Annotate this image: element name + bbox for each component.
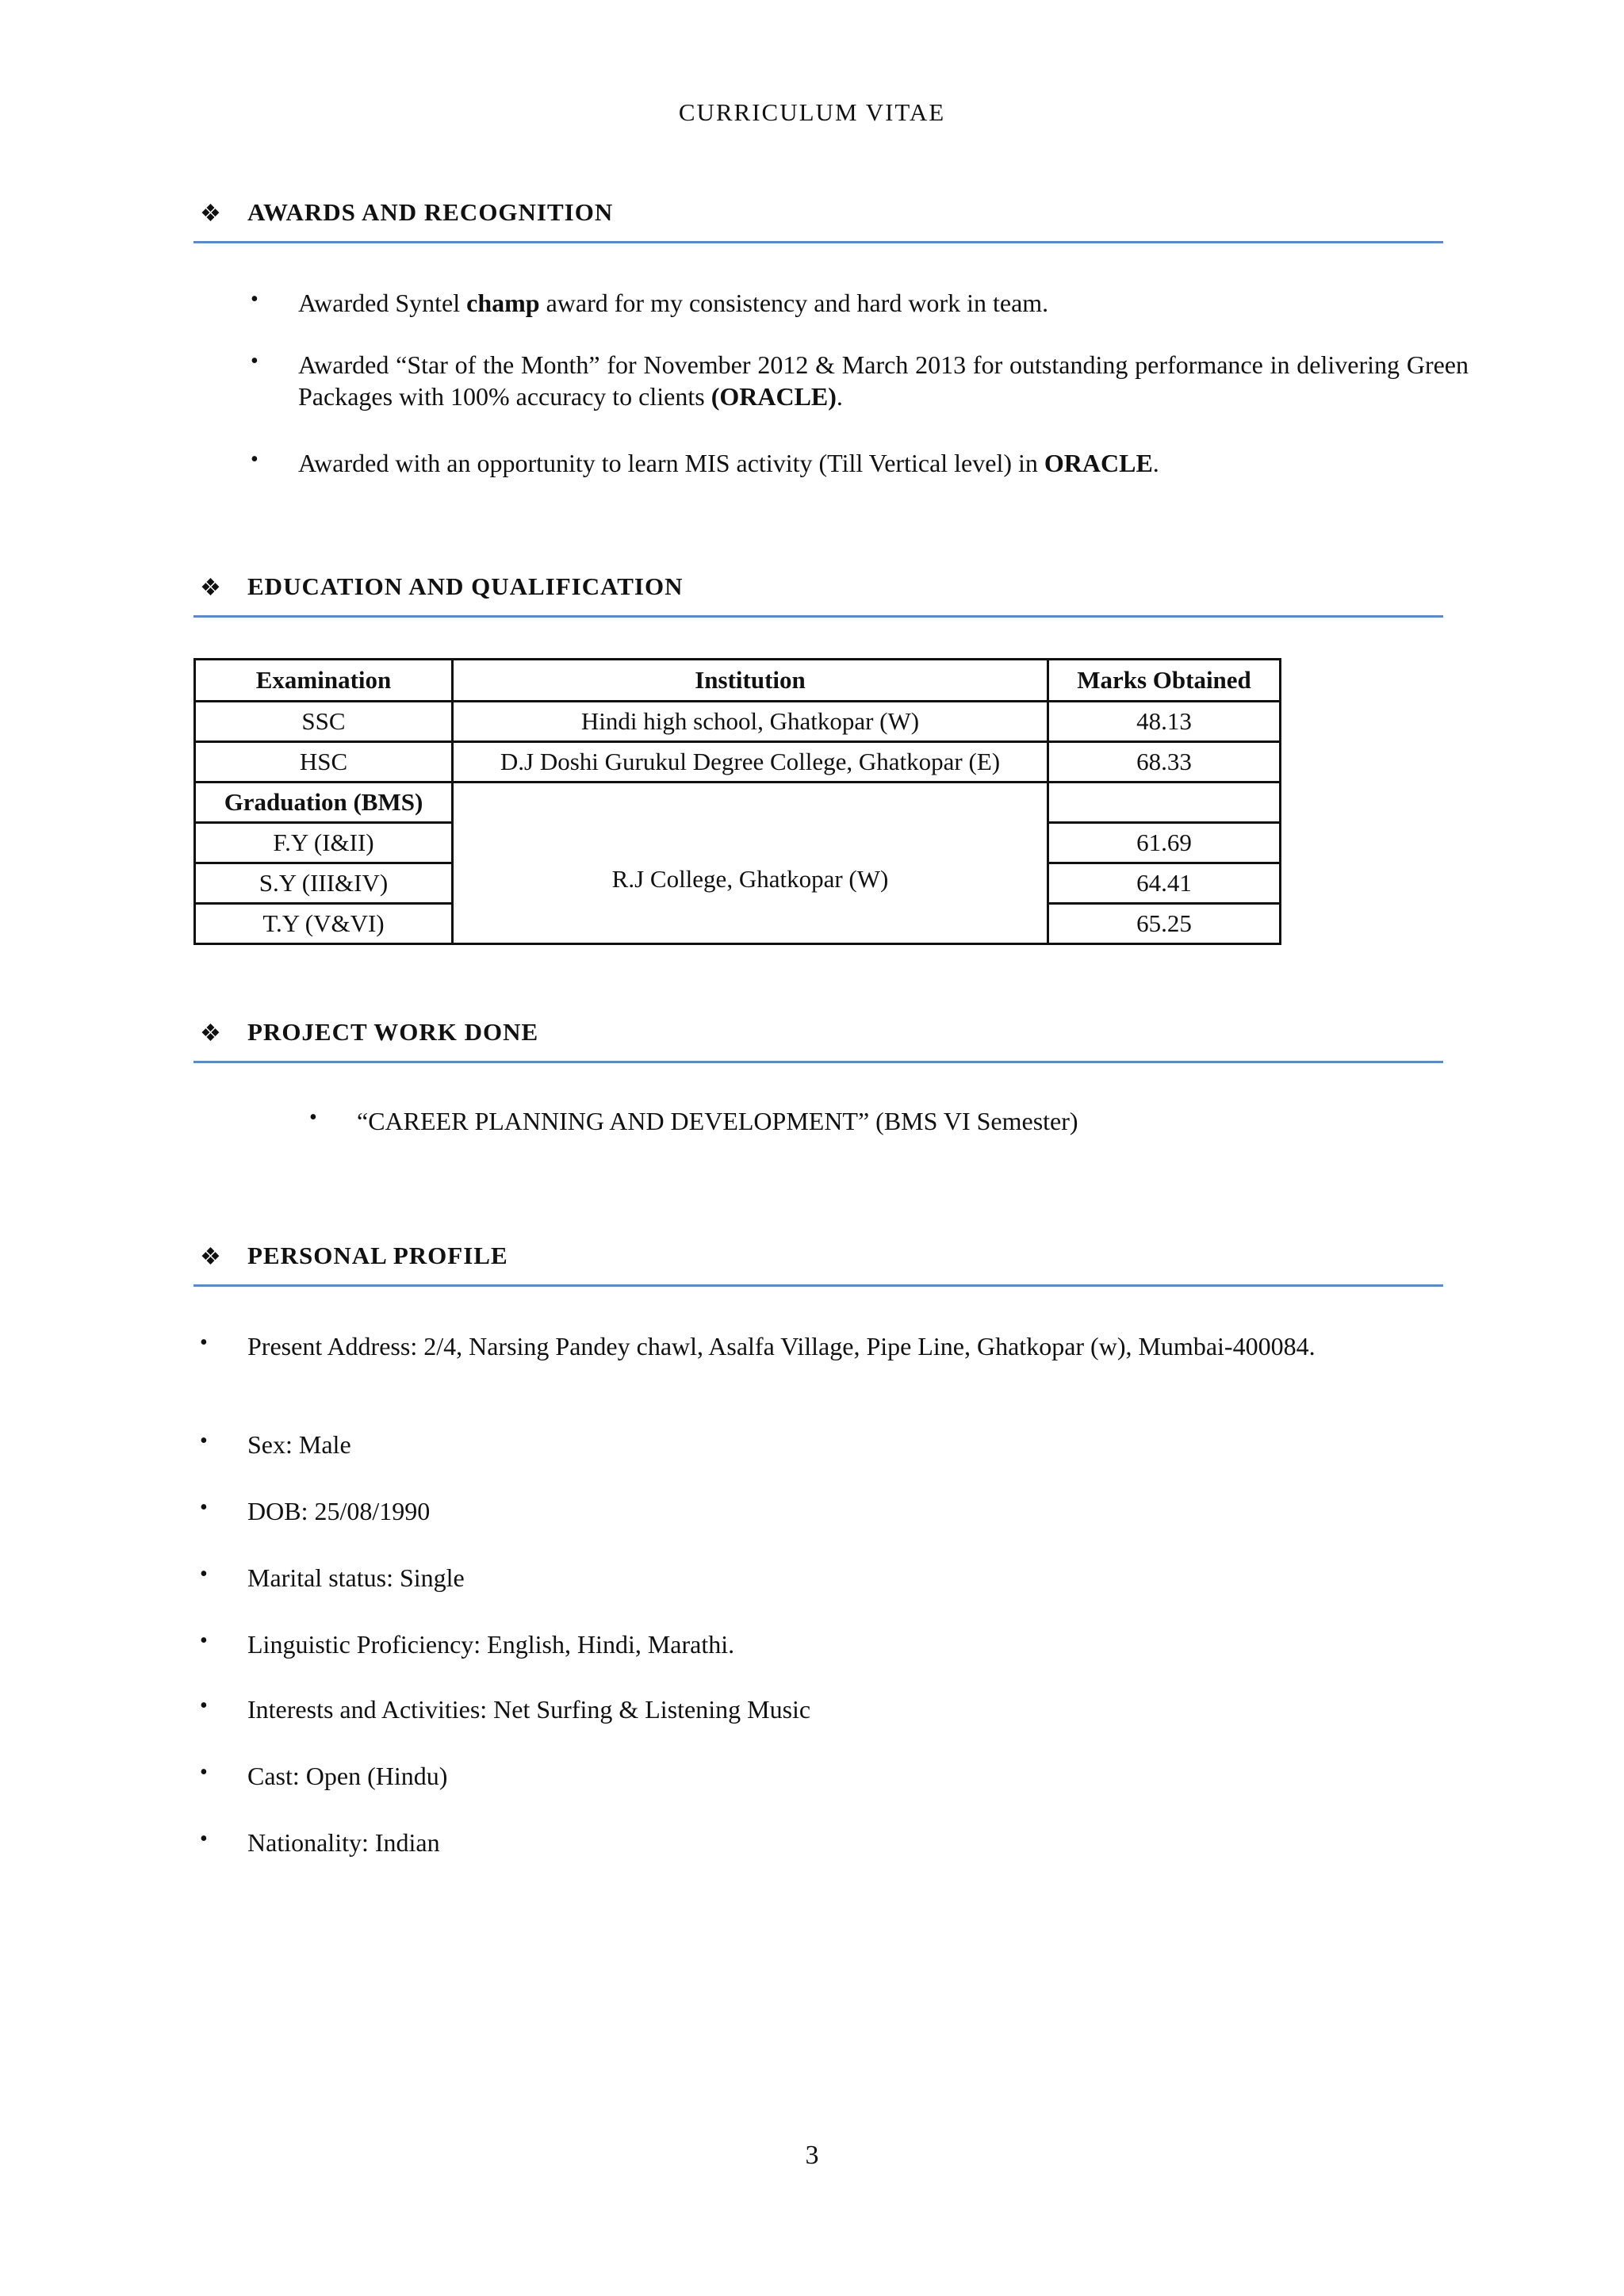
page-title: CURRICULUM VITAE [678,98,946,126]
diamond-bullet-icon: ❖ [200,201,221,227]
section-education-heading [193,568,1443,618]
table-cell: 65.25 [1048,904,1281,944]
bullet-icon: • [200,1429,208,1453]
bullet-icon: • [200,1628,208,1653]
table-cell: 68.33 [1048,742,1281,783]
bullet-icon: • [251,447,259,472]
table-row [195,742,1281,783]
table-cell: Hindi high school, Ghatkopar (W) [453,702,1048,742]
table-cell: D.J Doshi Gurukul Degree College, Ghatkopar (E) [453,742,1048,783]
section-project-heading [193,1013,1443,1063]
table-cell: Graduation (BMS) [195,783,453,823]
table-cell: 48.13 [1048,702,1281,742]
table-cell: HSC [195,742,453,783]
table-row [195,702,1281,742]
table-cell: 61.69 [1048,823,1281,863]
section-title: AWARDS AND RECOGNITION [247,198,614,226]
table-cell: F.Y (I&II) [195,823,453,863]
page-number: 3 [805,2141,819,2170]
diamond-bullet-icon: ❖ [200,1020,221,1047]
table-header-row [195,660,1281,702]
diamond-bullet-icon: ❖ [200,1244,221,1270]
table-cell: SSC [195,702,453,742]
section-title: PROJECT WORK DONE [247,1018,539,1046]
bullet-icon: • [200,1760,208,1785]
bullet-icon: • [200,1693,208,1718]
bullet-icon: • [200,1562,208,1586]
table-cell: S.Y (III&IV) [195,863,453,904]
education-table [193,658,1281,945]
section-profile-heading [193,1237,1443,1287]
table-cell [1048,783,1281,823]
section-awards-heading [193,193,1443,243]
bullet-icon: • [251,287,259,312]
bullet-icon: • [200,1495,208,1520]
bullet-icon: • [309,1105,317,1130]
bullet-icon: • [200,1827,208,1851]
column-header: Marks Obtained [1048,660,1281,702]
table-cell: 64.41 [1048,863,1281,904]
section-title: EDUCATION AND QUALIFICATION [247,572,684,600]
section-title: PERSONAL PROFILE [247,1242,508,1269]
column-header: Examination [195,660,453,702]
table-row [195,783,1281,823]
table-cell: R.J College, Ghatkopar (W) [453,783,1048,944]
table-cell: T.Y (V&VI) [195,904,453,944]
column-header: Institution [453,660,1048,702]
bullet-icon: • [251,349,259,373]
bullet-icon: • [200,1330,208,1355]
diamond-bullet-icon: ❖ [200,575,221,601]
